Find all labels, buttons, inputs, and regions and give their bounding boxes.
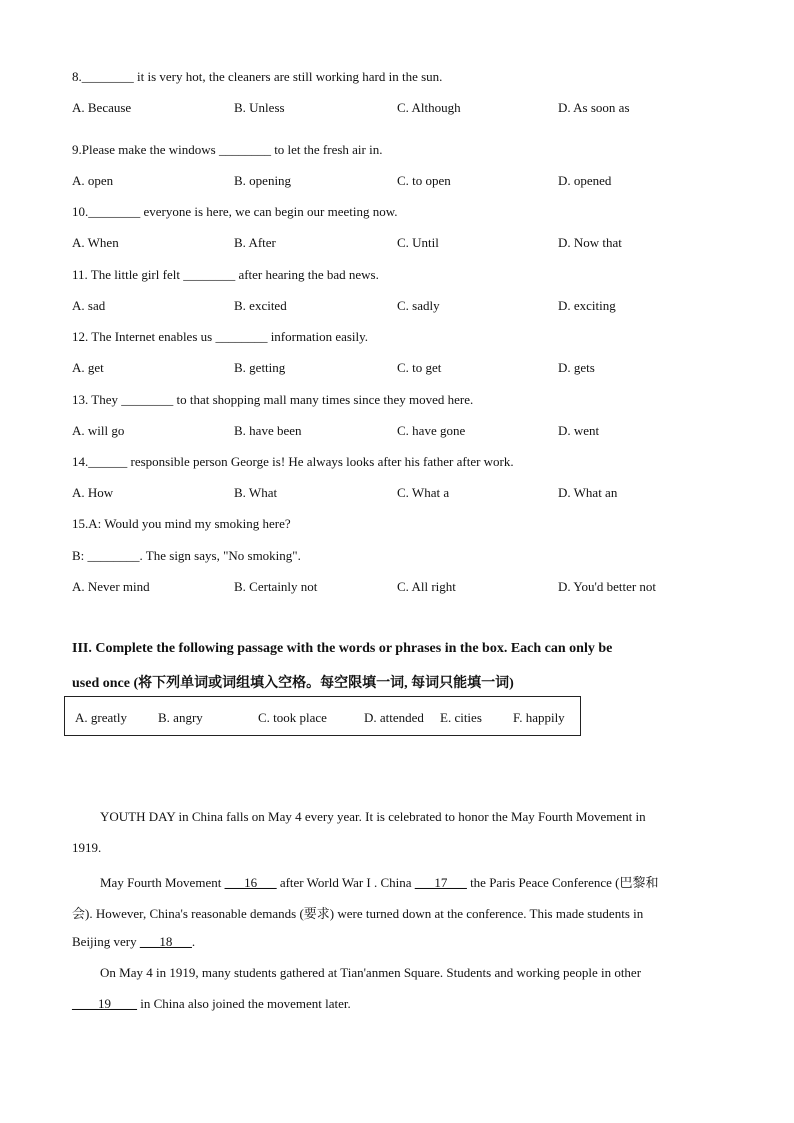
option-d: D. As soon as [558,100,630,115]
question-14-options [72,485,712,503]
question-8-stem: 8.________ it is very hot, the cleaners are still working hard in the sun. [72,69,443,84]
option-c: C. have gone [397,423,466,438]
question-11-options [72,298,712,316]
question-12-stem: 12. The Internet enables us ________ information easily. [72,329,369,344]
passage-text: after World War I . China [276,875,415,890]
option-b: B. What [234,485,278,500]
option-c: C. Although [397,100,461,115]
blank-19: ____19____ [72,996,137,1011]
option-c: C. sadly [397,298,440,313]
option-a: A. Because [72,100,132,115]
passage-paragraph-2-end [72,934,712,950]
word-box-item: C. took place [258,710,327,725]
option-c: C. to get [397,360,442,375]
passage-paragraph-2-cont: 会). However, China's reasonable demands (要求) were turned down at the conference. This made students in [72,906,644,921]
passage-text: . [191,934,196,949]
section-title-line2: used once (将下列单词或词组填入空格。每空限填一词, 每词只能填一词) [72,676,514,691]
option-a: A. sad [72,298,106,313]
option-b: B. After [234,235,276,250]
question-10-options [72,235,712,253]
option-d: D. opened [558,173,612,188]
option-b: B. Unless [234,100,285,115]
option-a: A. will go [72,423,125,438]
option-a: A. get [72,360,104,375]
passage-text: May Fourth Movement [100,875,225,890]
word-box [64,696,581,736]
option-d: D. went [558,423,600,438]
word-box-item: B. angry [158,710,203,725]
option-a: A. How [72,485,114,500]
blank-17: ___17___ [414,875,467,890]
question-12-options [72,360,712,378]
option-c: C. to open [397,173,451,188]
question-15-stem-b: B: ________. The sign says, "No smoking". [72,548,301,563]
passage-paragraph-3-cont [72,996,712,1012]
option-d: D. You'd better not [558,579,657,594]
option-b: B. excited [234,298,287,313]
section-title: III. Complete the following passage with the words or phrases in the box. Each can only be [72,641,613,656]
option-b: B. have been [234,423,302,438]
blank-16: ___16___ [224,875,277,890]
question-15-options [72,579,712,597]
word-box-item: E. cities [440,710,482,725]
question-8-options [72,100,712,118]
option-b: B. getting [234,360,286,375]
question-14-stem: 14.______ responsible person George is! He always looks after his father after work. [72,454,514,469]
blank-18: ___18___ [139,934,192,949]
question-9-options [72,173,712,191]
option-d: D. exciting [558,298,616,313]
passage-paragraph-3: On May 4 in 1919, many students gathered at Tian'anmen Square. Students and working people in other [100,965,642,980]
passage-paragraph-1: YOUTH DAY in China falls on May 4 every year. It is celebrated to honor the May Fourth Movement in [100,809,646,824]
word-box-item: F. happily [513,710,565,725]
passage-text: in China also joined the movement later. [137,996,351,1011]
question-13-options [72,423,712,441]
option-b: B. opening [234,173,292,188]
option-d: D. gets [558,360,595,375]
passage-text: the Paris Peace Conference (巴黎和 [466,875,659,890]
question-13-stem: 13. They ________ to that shopping mall many times since they moved here. [72,392,474,407]
option-a: A. When [72,235,119,250]
passage-text: Beijing very [72,934,140,949]
option-d: D. What an [558,485,618,500]
question-9-stem: 9.Please make the windows ________ to let the fresh air in. [72,142,383,157]
option-c: C. What a [397,485,450,500]
question-11-stem: 11. The little girl felt ________ after hearing the bad news. [72,267,379,282]
question-15-stem: 15.A: Would you mind my smoking here? [72,516,291,531]
option-a: A. open [72,173,114,188]
option-c: C. All right [397,579,456,594]
option-d: D. Now that [558,235,622,250]
option-a: A. Never mind [72,579,150,594]
question-10-stem: 10.________ everyone is here, we can begin our meeting now. [72,204,398,219]
word-box-item: D. attended [364,710,424,725]
passage-paragraph-1-cont: 1919. [72,840,102,855]
option-b: B. Certainly not [234,579,318,594]
passage-paragraph-2 [100,872,740,891]
word-box-item: A. greatly [75,710,127,725]
option-c: C. Until [397,235,439,250]
